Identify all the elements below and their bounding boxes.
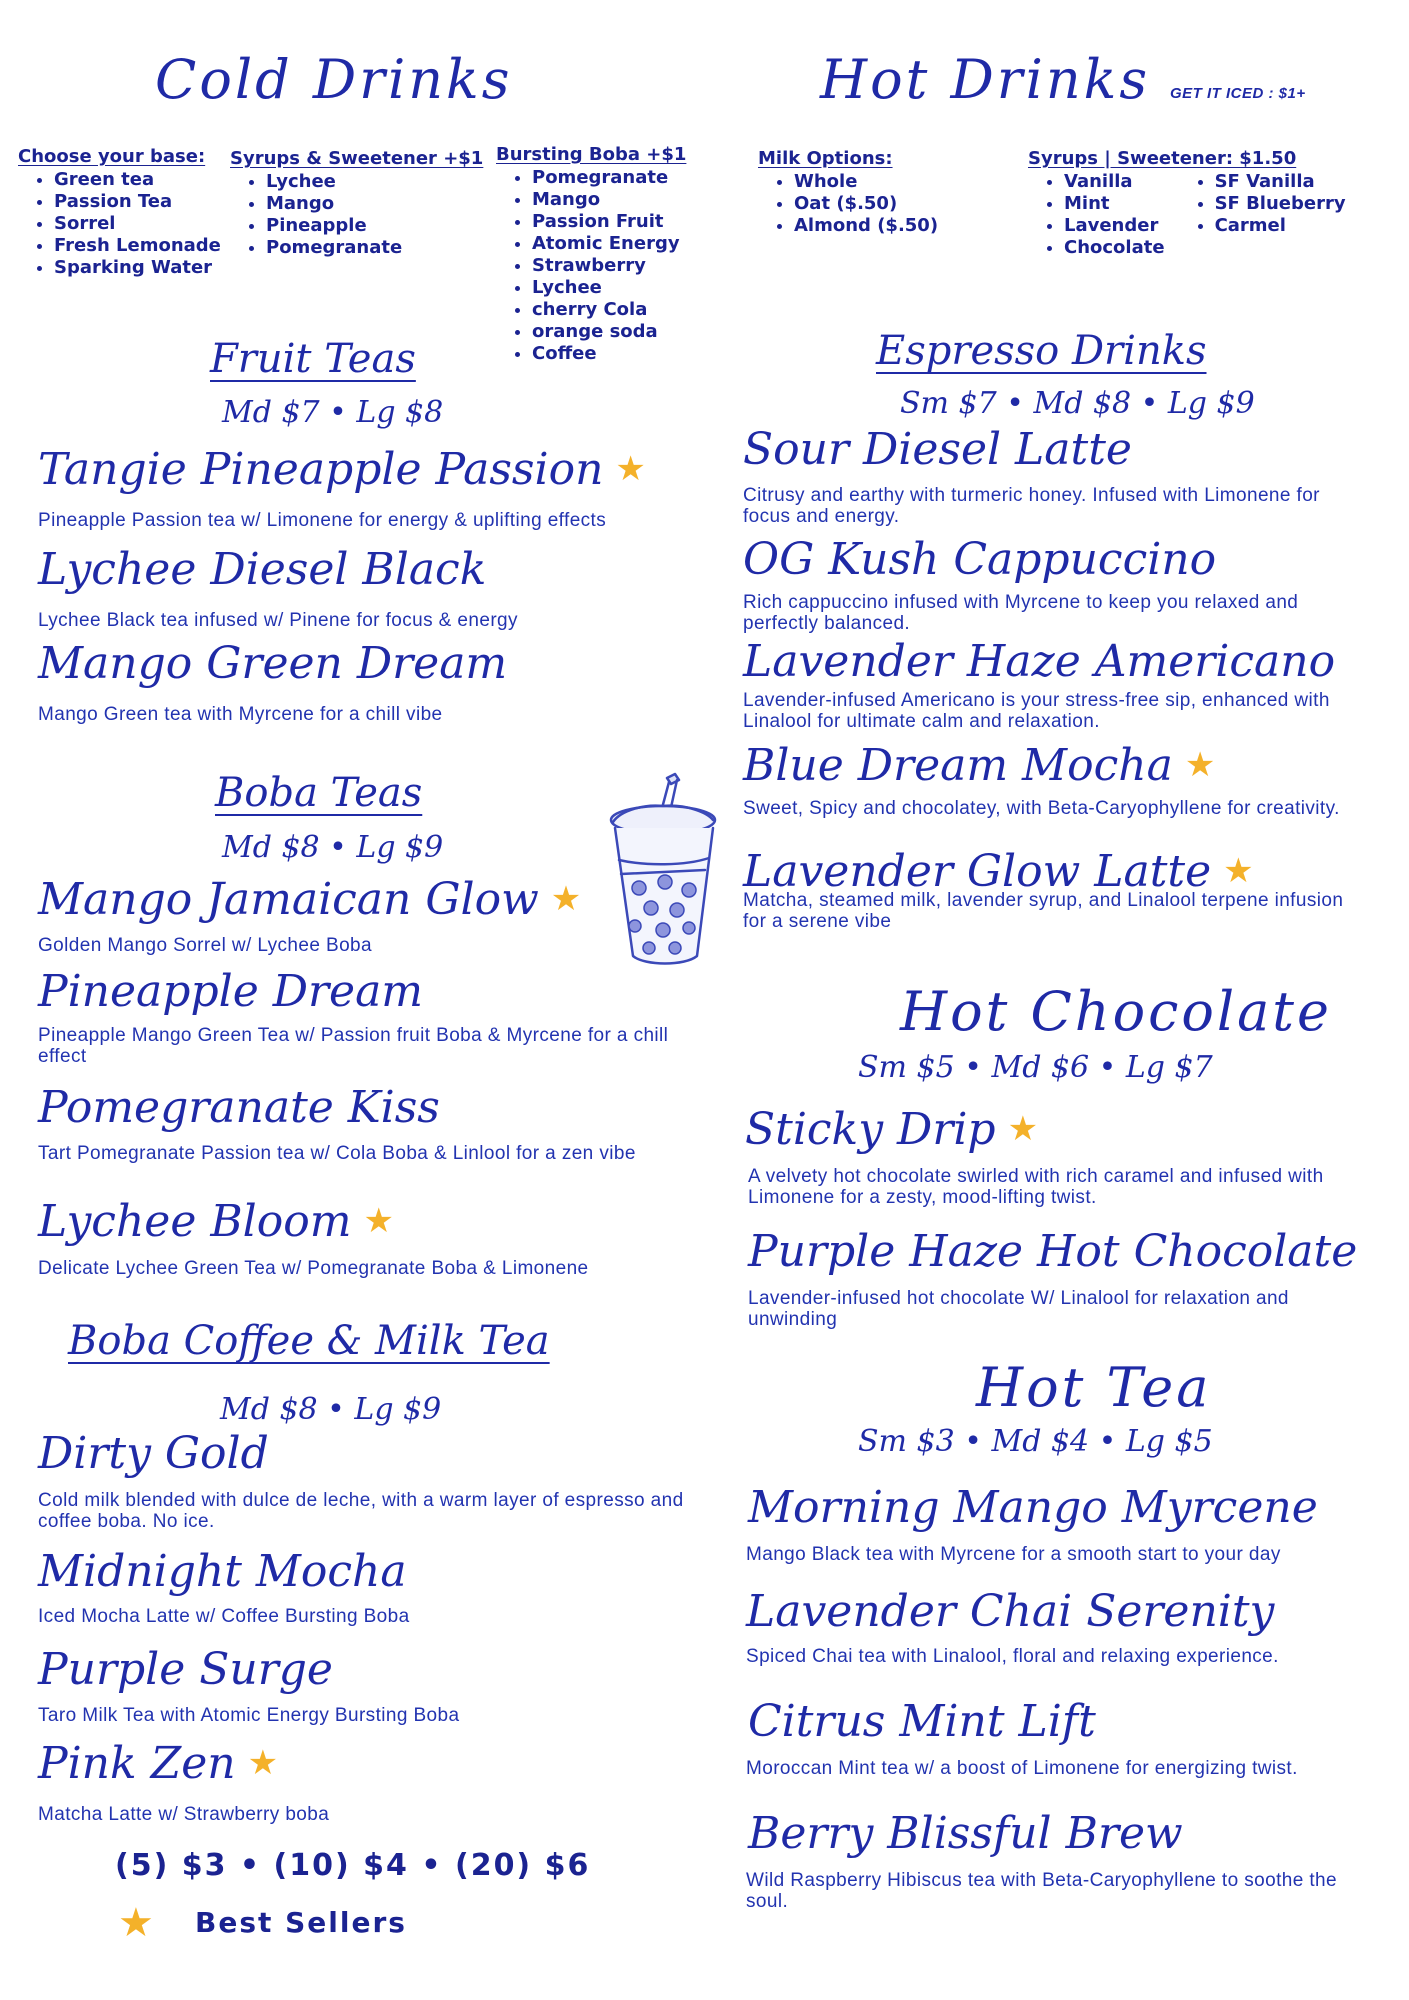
menu-item-desc: Wild Raspberry Hibiscus tea with Beta-Caryophyllene to soothe the soul. [746,1870,1337,1912]
cold-drinks-title: Cold Drinks [155,48,513,111]
menu-item-desc: Golden Mango Sorrel w/ Lychee Boba [38,935,372,956]
menu-item-name: Berry Blissful Brew [748,1808,1183,1859]
star-icon: ★ [363,1201,394,1241]
menu-item-name: Midnight Mocha [38,1546,407,1597]
milk-options [758,148,938,237]
iced-note: GET IT ICED : $1+ [1170,85,1306,102]
menu-item-name: Lychee Diesel Black [38,544,487,595]
menu-item-desc: Matcha, steamed milk, lavender syrup, and Linalool terpene infusion for a serene vibe [743,890,1344,932]
menu-item-desc: Pineapple Passion tea w/ Limonene for energy & uplifting effects [38,510,607,531]
list-item: • Sorrel [54,213,221,235]
boba-options [496,144,686,365]
star-icon: ★ [1223,851,1254,891]
list-item: • Carmel [1215,215,1346,237]
menu-item-desc: Spiced Chai tea with Linalool, floral and relaxing experience. [746,1646,1279,1667]
menu-item-name: Pink Zen ★ [38,1738,279,1789]
boba-options-list [496,167,686,365]
fruit-teas-title: Fruit Teas [210,336,416,382]
boba-coffee-title: Boba Coffee & Milk Tea [68,1318,550,1364]
list-item: • Pomegranate [266,237,483,259]
list-item: • Vanilla [1064,171,1165,193]
boba-cup-icon [605,770,735,970]
list-item: • Fresh Lemonade [54,235,221,257]
list-item: • orange soda [532,321,686,343]
hot-syrup-columns [1028,169,1346,259]
list-item: • Lychee [266,171,483,193]
list-item: • Strawberry [532,255,686,277]
list-item: • Green tea [54,169,221,191]
list-item: • Pineapple [266,215,483,237]
star-icon: ★ [247,1743,279,1783]
list-item: • Almond ($.50) [794,215,938,237]
menu-item-name: Lavender Glow Latte ★ [743,846,1254,897]
menu-item-name: Mango Green Dream [38,638,508,689]
menu-item-desc: Lavender-infused hot chocolate W/ Linalool for relaxation and unwinding [748,1288,1289,1330]
menu-item-desc: Sweet, Spicy and chocolatey, with Beta-Caryophyllene for creativity. [743,798,1340,819]
menu-item-name: Lychee Bloom ★ [38,1196,394,1247]
list-item: • Pomegranate [532,167,686,189]
list-item: • Mango [266,193,483,215]
star-icon: ★ [550,879,582,919]
menu-item-name: Lavender Chai Serenity [746,1586,1275,1637]
cold-syrup-options [230,148,483,259]
hot-syrup-options [1028,148,1346,259]
menu-item-name: Dirty Gold [38,1428,269,1479]
list-item: • Passion Fruit [532,211,686,233]
menu-item-name: Sour Diesel Latte [743,424,1132,475]
menu-item-name: OG Kush Cappuccino [743,534,1217,585]
hot-syrup-list-b [1185,171,1346,259]
menu-item-desc: Citrusy and earthy with turmeric honey. Infused with Limonene for focus and energy. [743,485,1320,527]
espresso-price: Sm $7 • Md $8 • Lg $9 [900,386,1255,421]
list-item: • cherry Cola [532,299,686,321]
list-item: • Mango [532,189,686,211]
boba-add-on-prices: (5) $3 • (10) $4 • (20) $6 [115,1848,591,1883]
menu-item-desc: Matcha Latte w/ Strawberry boba [38,1804,330,1825]
menu-item-desc: Mango Green tea with Myrcene for a chill vibe [38,704,443,725]
menu-item-desc: Moroccan Mint tea w/ a boost of Limonene for energizing twist. [746,1758,1298,1779]
fruit-teas-price: Md $7 • Lg $8 [222,395,444,430]
list-item: • Oat ($.50) [794,193,938,215]
star-icon: ★ [118,1900,154,1946]
cold-syrup-title: Syrups & Sweetener +$1 [230,148,484,169]
menu-item-desc: Mango Black tea with Myrcene for a smooth start to your day [746,1544,1281,1565]
cold-syrup-list [230,171,483,259]
list-item: • SF Vanilla [1215,171,1346,193]
hot-drinks-title: Hot Drinks [820,48,1151,111]
menu-item-name: Tangie Pineapple Passion ★ [38,444,646,495]
menu-item-name: Morning Mango Myrcene [748,1482,1318,1533]
menu-item-name: Purple Haze Hot Chocolate [748,1226,1358,1277]
list-item: • Mint [1064,193,1165,215]
menu-item-desc: Pineapple Mango Green Tea w/ Passion fruit Boba & Myrcene for a chill effect [38,1025,669,1067]
list-item: • Atomic Energy [532,233,686,255]
menu-item-desc: Taro Milk Tea with Atomic Energy Bursting Boba [38,1705,460,1726]
menu-item-desc: Tart Pomegranate Passion tea w/ Cola Boba & Linlool for a zen vibe [38,1143,636,1164]
menu-item-desc: Lychee Black tea infused w/ Pinene for focus & energy [38,610,518,631]
base-options [18,146,221,279]
star-icon: ★ [1007,1109,1039,1149]
list-item: • Sparking Water [54,257,221,279]
list-item: • Chocolate [1064,237,1165,259]
list-item: • SF Blueberry [1215,193,1346,215]
menu-item-name: Sticky Drip ★ [745,1104,1039,1155]
base-options-title: Choose your base: [18,146,206,167]
menu-item-desc: Delicate Lychee Green Tea w/ Pomegranate Boba & Limonene [38,1258,589,1279]
hot-tea-price: Sm $3 • Md $4 • Lg $5 [858,1424,1213,1459]
hot-chocolate-price: Sm $5 • Md $6 • Lg $7 [858,1050,1213,1085]
list-item: • Coffee [532,343,686,365]
milk-options-title: Milk Options: [758,148,893,169]
hot-syrup-list-a [1028,171,1165,259]
menu-item-name: Citrus Mint Lift [748,1696,1096,1747]
menu-item-desc: A velvety hot chocolate swirled with rich caramel and infused with Limonene for a zesty, mood-lifting twist. [748,1166,1324,1208]
menu-item-name: Pineapple Dream [38,966,424,1017]
espresso-title: Espresso Drinks [876,328,1207,374]
menu-item-desc: Iced Mocha Latte w/ Coffee Bursting Boba [38,1606,410,1627]
menu-item-desc: Cold milk blended with dulce de leche, with a warm layer of espresso and coffee boba. No ice. [38,1490,684,1532]
milk-options-list [758,171,938,237]
list-item: • Whole [794,171,938,193]
menu-item-name: Pomegranate Kiss [38,1082,440,1133]
base-options-list [18,169,221,279]
best-sellers-legend: Best Sellers [195,1906,407,1939]
menu-item-name: Lavender Haze Americano [743,636,1336,687]
boba-teas-title: Boba Teas [215,770,423,816]
menu-item-name: Blue Dream Mocha ★ [743,740,1216,791]
boba-teas-price: Md $8 • Lg $9 [222,830,444,865]
menu-item-desc: Lavender-infused Americano is your stress-free sip, enhanced with Linalool for ultimate calm and relaxation. [743,690,1330,732]
list-item: • Passion Tea [54,191,221,213]
hot-syrup-title: Syrups | Sweetener: $1.50 [1028,148,1297,169]
menu-item-name: Purple Surge [38,1644,333,1695]
hot-chocolate-title: Hot Chocolate [900,980,1332,1043]
star-icon: ★ [1184,745,1216,785]
boba-options-title: Bursting Boba +$1 [496,144,687,165]
list-item: • Lychee [532,277,686,299]
hot-tea-title: Hot Tea [976,1356,1212,1419]
menu-item-name: Mango Jamaican Glow ★ [38,874,582,925]
menu-item-desc: Rich cappuccino infused with Myrcene to keep you relaxed and perfectly balanced. [743,592,1299,634]
boba-coffee-price: Md $8 • Lg $9 [220,1392,442,1427]
star-icon: ★ [615,449,646,489]
list-item: • Lavender [1064,215,1165,237]
